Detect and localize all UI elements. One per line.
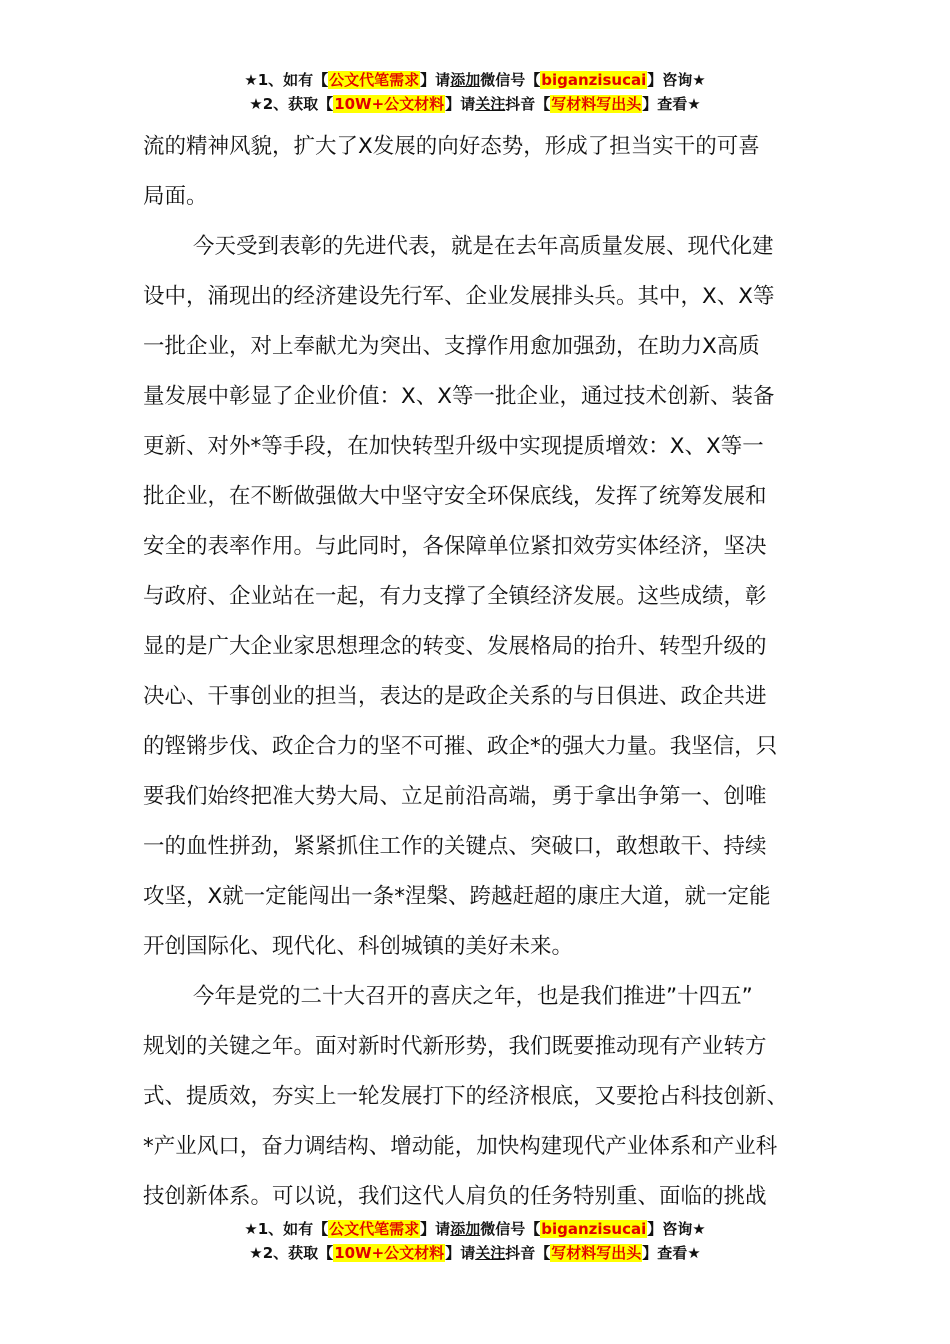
- body-line: 显的是广大企业家思想理念的转变、发展格局的抬升、转型升级的: [143, 634, 767, 659]
- banner-text: 】咨询★: [647, 71, 706, 89]
- top-banner: [0, 68, 950, 116]
- document-body: [143, 122, 813, 1222]
- banner-text: ★2、获取【: [249, 1244, 334, 1262]
- banner-text: 】请: [420, 71, 451, 89]
- banner-emphasis: 关注: [475, 1244, 506, 1262]
- paragraph-start-line: 今天受到表彰的先进代表，就是在去年高质量发展、现代化建: [193, 234, 774, 259]
- banner-highlight: biganzisucai: [541, 1220, 647, 1238]
- body-line: 批企业，在不断做强做大中坚守安全环保底线，发挥了统筹发展和: [143, 484, 767, 509]
- body-line: *产业风口，奋力调结构、增动能，加快构建现代产业体系和产业科: [143, 1134, 778, 1159]
- banner-text: 】咨询★: [647, 1220, 706, 1238]
- banner-highlight: 10W+公文材料: [334, 95, 445, 113]
- banner-emphasis: 添加: [450, 1220, 481, 1238]
- body-line: 式、提质效，夯实上一轮发展打下的经济根底，又要抢占科技创新、: [143, 1084, 789, 1109]
- banner-text: 微信号【: [480, 1220, 541, 1238]
- body-line: 安全的表率作用。与此同时，各保障单位紧扣效劳实体经济，坚决: [143, 534, 767, 559]
- banner-highlight: 写材料写出头: [551, 95, 642, 113]
- banner-text: 微信号【: [480, 71, 541, 89]
- bottom-banner: [0, 1217, 950, 1265]
- banner-line-2: [0, 1241, 950, 1265]
- banner-text: 】请: [445, 95, 476, 113]
- banner-emphasis: 关注: [475, 95, 506, 113]
- body-line: 的铿锵步伐、政企合力的坚不可摧、政企*的强大力量。我坚信，只: [143, 734, 778, 759]
- banner-text: 抖音【: [505, 95, 551, 113]
- body-line: 量发展中彰显了企业价值：X、X等一批企业，通过技术创新、装备: [143, 384, 775, 409]
- banner-text: ★1、如有【: [244, 71, 329, 89]
- body-line: 开创国际化、现代化、科创城镇的美好未来。: [143, 934, 574, 959]
- body-line: 一批企业，对上奉献尤为突出、支撑作用愈加强劲，在助力X高质: [143, 334, 760, 359]
- banner-text: 】请: [445, 1244, 476, 1262]
- banner-text: ★1、如有【: [244, 1220, 329, 1238]
- body-line: 决心、干事创业的担当，表达的是政企关系的与日俱进、政企共进: [143, 684, 767, 709]
- banner-highlight: 公文代笔需求: [329, 71, 420, 89]
- body-line: 更新、对外*等手段，在加快转型升级中实现提质增效：X、X等一: [143, 434, 764, 459]
- banner-highlight: biganzisucai: [541, 71, 647, 89]
- banner-highlight: 写材料写出头: [551, 1244, 642, 1262]
- banner-text: 】查看★: [642, 95, 701, 113]
- body-line: 要我们始终把准大势大局、立足前沿高端，勇于拿出争第一、创唯: [143, 784, 767, 809]
- body-line: 攻坚，X就一定能闯出一条*涅槃、跨越赶超的康庄大道，就一定能: [143, 884, 771, 909]
- banner-emphasis: 添加: [450, 71, 481, 89]
- banner-text: ★2、获取【: [249, 95, 334, 113]
- body-line: 一的血性拼劲，紧紧抓住工作的关键点、突破口，敢想敢干、持续: [143, 834, 767, 859]
- body-line: 规划的关键之年。面对新时代新形势，我们既要推动现有产业转方: [143, 1034, 767, 1059]
- banner-text: 抖音【: [505, 1244, 551, 1262]
- banner-line-1: [0, 1217, 950, 1241]
- banner-line-1: [0, 68, 950, 92]
- banner-highlight: 10W+公文材料: [334, 1244, 445, 1262]
- body-line: 流的精神风貌，扩大了X发展的向好态势，形成了担当实干的可喜: [143, 134, 760, 159]
- paragraph-start-line: 今年是党的二十大召开的喜庆之年，也是我们推进”十四五”: [193, 984, 753, 1009]
- body-line: 设中，涌现出的经济建设先行军、企业发展排头兵。其中，X、X等: [143, 284, 775, 309]
- body-line: 局面。: [143, 184, 208, 209]
- banner-line-2: [0, 92, 950, 116]
- banner-text: 】查看★: [642, 1244, 701, 1262]
- banner-highlight: 公文代笔需求: [329, 1220, 420, 1238]
- banner-text: 】请: [420, 1220, 451, 1238]
- body-line: 与政府、企业站在一起，有力支撑了全镇经济发展。这些成绩，彰: [143, 584, 767, 609]
- body-line: 技创新体系。可以说，我们这代人肩负的任务特别重、面临的挑战: [143, 1184, 767, 1209]
